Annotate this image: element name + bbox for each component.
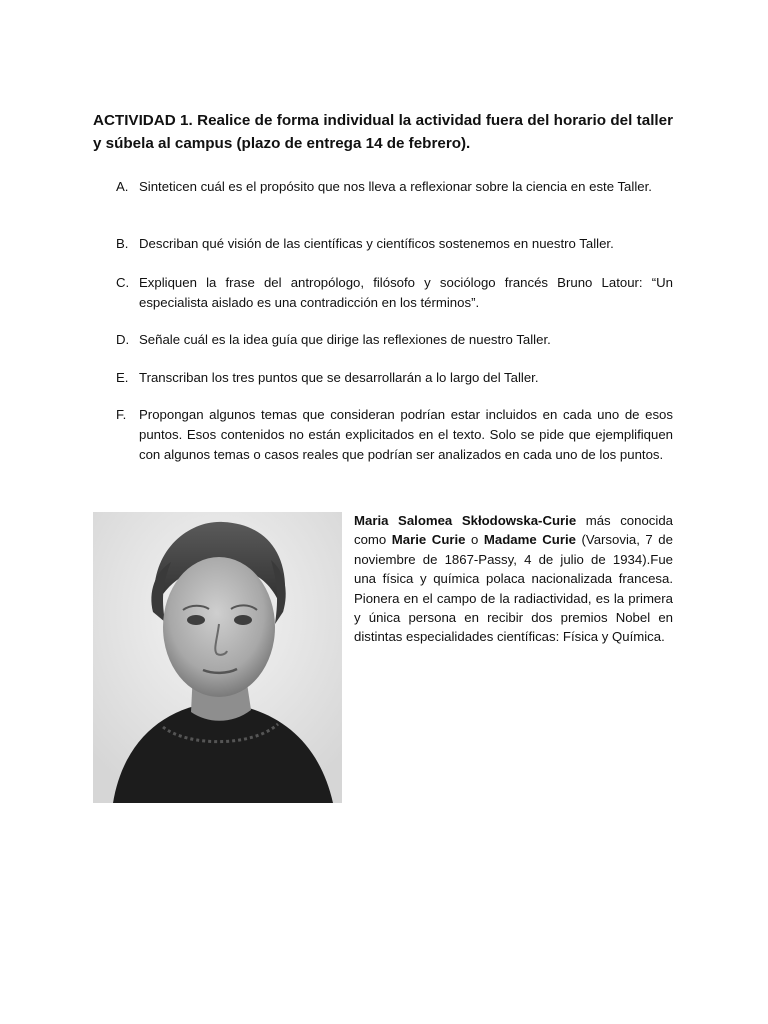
item-text: Expliquen la frase del antropólogo, filósofo y sociólogo francés Bruno Latour: “Un especialista aislado es una contradicción en los términos”. xyxy=(139,275,673,310)
item-letter: B. xyxy=(116,236,129,251)
bio-text-2: o xyxy=(465,532,484,548)
item-text: Transcriban los tres puntos que se desarrollarán a lo largo del Taller. xyxy=(139,370,539,385)
item-text: Sinteticen cuál es el propósito que nos lleva a reflexionar sobre la ciencia en este Taller. xyxy=(139,179,652,194)
item-text: Describan qué visión de las científicas y científicos sostenemos en nuestro Taller. xyxy=(139,236,614,251)
item-letter: F. xyxy=(116,407,127,422)
bio-text-3: (Varsovia, 7 de noviembre de 1867-Passy, 4 de julio de 1934).Fue una física y química polaca nacionalizada francesa. Pionera en el campo de la radiactividad, es la primera y única persona en recibir dos premios Nobel en distintas especialidades científicas: Física y Química. xyxy=(354,532,673,645)
list-item xyxy=(116,405,673,465)
biography-paragraph xyxy=(354,511,673,647)
bio-text-1: más conocida como xyxy=(354,513,673,548)
item-letter: D. xyxy=(116,332,130,347)
item-letter: A. xyxy=(116,179,129,194)
bio-alias-2: Madame Curie xyxy=(483,532,576,548)
activity-title: ACTIVIDAD 1. Realice de forma individual la actividad fuera del horario del taller y súbela al campus (plazo de entrega 14 de febrero). xyxy=(93,112,673,152)
bio-alias-1: Marie Curie xyxy=(391,532,466,548)
list-item xyxy=(116,330,673,350)
list-item xyxy=(116,368,673,388)
list-item xyxy=(116,273,673,313)
list-item xyxy=(116,177,673,197)
bio-name: Maria Salomea Skłodowska-Curie xyxy=(354,513,577,528)
item-text: Señale cuál es la idea guía que dirige las reflexiones de nuestro Taller. xyxy=(139,332,551,347)
item-letter: C. xyxy=(116,275,130,290)
list-item xyxy=(116,234,673,254)
item-text: Propongan algunos temas que consideran podrían estar incluidos en cada uno de esos puntos. Esos contenidos no están explicitados en el texto. Solo se pide que ejemplifiquen con algunos temas o casos reales que podrían ser analizados en cada uno de los puntos. xyxy=(139,407,673,462)
portrait-photo xyxy=(93,512,342,803)
item-letter: E. xyxy=(116,370,129,385)
